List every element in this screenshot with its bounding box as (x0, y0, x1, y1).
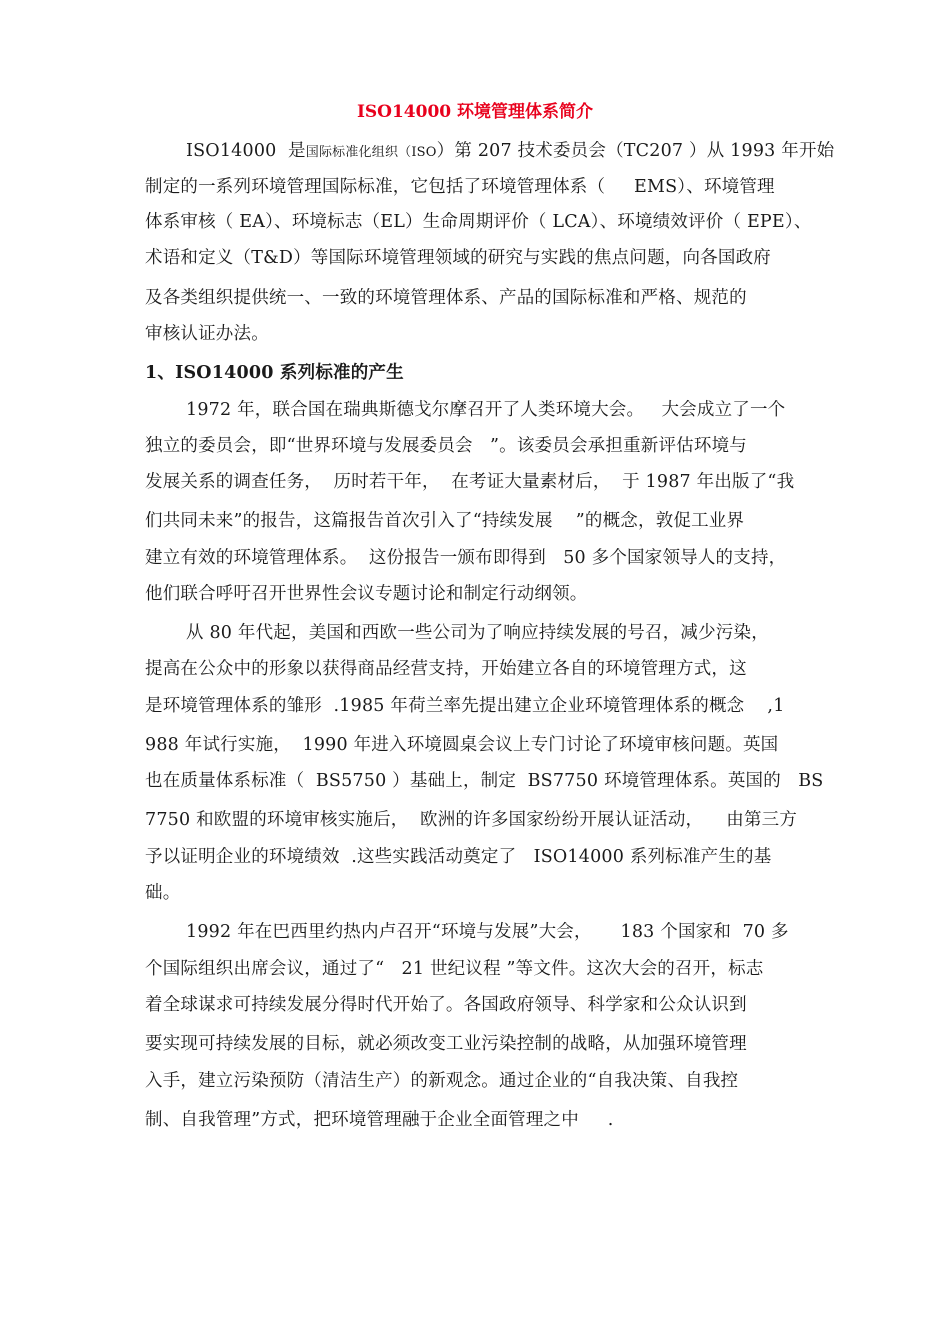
paragraph-4-line-6: 制、自我管理”方式，把环境管理融于企业全面管理之中 . (145, 1110, 614, 1130)
paragraph-1-line-1-seg-2: 国际标准化组织（ISO (305, 145, 437, 160)
paragraph-2-line-4: 们共同未来”的报告，这篇报告首次引入了“持续发展 ”的概念，敦促工业界 (145, 511, 745, 531)
paragraph-3-line-5: 也在质量体系标准（ BS5750 ）基础上，制定 BS7750 环境管理体系。英国的 BS (145, 771, 824, 791)
paragraph-1-line-6: 审核认证办法。 (145, 324, 269, 344)
paragraph-3-line-8: 础。 (145, 883, 181, 903)
paragraph-2-line-6: 他们联合呼吁召开世界性会议专题讨论和制定行动纲领。 (145, 584, 588, 604)
paragraph-2-line-1: 1972 年，联合国在瑞典斯德戈尔摩召开了人类环境大会。 大会成立了一个 (186, 400, 786, 420)
paragraph-4-line-1: 1992 年在巴西里约热内卢召开“环境与发展”大会， 183 个国家和 70 多 (186, 922, 789, 942)
document-title: ISO14000 环境管理体系简介 (356, 102, 594, 122)
paragraph-3-line-1: 从 80 年代起，美国和西欧一些公司为了响应持续发展的号召，减少污染， (186, 623, 769, 643)
paragraph-1-line-1-seg-1: ISO14000 是 (186, 141, 306, 161)
paragraph-3-line-4: 988 年试行实施， 1990 年进入环境圆桌会议上专门讨论了环境审核问题。英国 (145, 735, 779, 755)
paragraph-3-line-7: 予以证明企业的环境绩效 .这些实践活动奠定了 ISO14000 系列标准产生的基 (145, 847, 772, 867)
section-heading-1: 1、ISO14000 系列标准的产生 (145, 363, 404, 383)
paragraph-4-line-3: 着全球谋求可持续发展分得时代开始了。各国政府领导、科学家和公众认识到 (145, 995, 747, 1015)
paragraph-2-line-2: 独立的委员会，即“世界环境与发展委员会 ”。该委员会承担重新评估环境与 (145, 436, 747, 456)
paragraph-2-line-5: 建立有效的环境管理体系。 这份报告一颁布即得到 50 多个国家领导人的支持， (145, 548, 787, 568)
paragraph-1-line-1-seg-3: ）第 207 技术委员会（TC207 ）从 1993 年开始 (436, 141, 835, 161)
paragraph-3-line-3: 是环境管理体系的雏形 .1985 年荷兰率先提出建立企业环境管理体系的概念 ,1 (145, 696, 785, 716)
paragraph-2-line-3: 发展关系的调查任务， 历时若干年， 在考证大量素材后， 于 1987 年出版了“我 (145, 472, 795, 492)
paragraph-3-line-2: 提高在公众中的形象以获得商品经营支持，开始建立各自的环境管理方式，这 (145, 659, 747, 679)
paragraph-4-line-2: 个国际组织出席会议，通过了“ 21 世纪议程 ”等文件。这次大会的召开，标志 (145, 959, 764, 979)
paragraph-1-line-5: 及各类组织提供统一、一致的环境管理体系、产品的国际标准和严格、规范的 (145, 288, 747, 308)
paragraph-1-line-1 (186, 139, 834, 165)
paragraph-4-line-4: 要实现可持续发展的目标，就必须改变工业污染控制的战略，从加强环境管理 (145, 1034, 747, 1054)
paragraph-1-line-4: 术语和定义（T&D）等国际环境管理领域的研究与实践的焦点问题，向各国政府 (145, 248, 771, 268)
paragraph-1-line-2: 制定的一系列环境管理国际标准，它包括了环境管理体系（ EMS）、环境管理 (145, 177, 775, 197)
paragraph-1-line-3: 体系审核（ EA）、环境标志（EL）生命周期评价（ LCA）、环境绩效评价（ EPE）、 (145, 212, 812, 232)
paragraph-4-line-5: 入手，建立污染预防（清洁生产）的新观念。通过企业的“自我决策、自我控 (145, 1071, 739, 1091)
paragraph-3-line-6: 7750 和欧盟的环境审核实施后， 欧洲的许多国家纷纷开展认证活动， 由第三方 (145, 810, 798, 830)
